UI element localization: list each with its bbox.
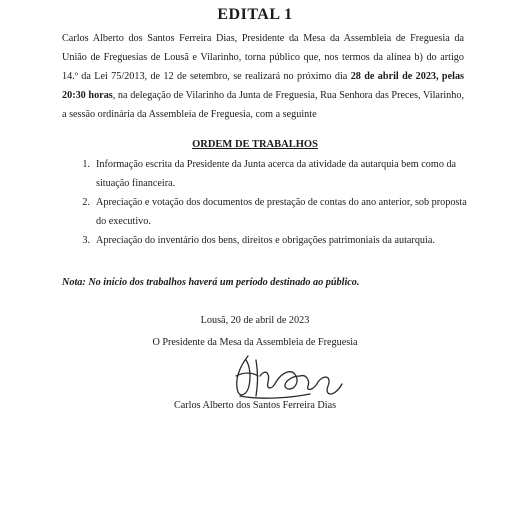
intro-text-part1: Carlos Alberto dos Santos Ferreira Dias, Presidente da Mesa da Assembleia de Freguesia da União de Freguesias de Lousã e Vilarinho, torna público que, nos termos da alínea b) do artigo 14.º da Lei 75/2013, de 12 de setembro, se realizará no próximo dia	[62, 33, 464, 82]
intro-text-part2: , na delegação de Vilarinho da Junta de Freguesia, Rua Senhora das Preces, Vilarinho, a sessão ordinária da Assembleia de Freguesia, com a seguinte	[62, 90, 464, 120]
agenda-title: ORDEM DE TRABALHOS	[192, 139, 318, 150]
document-title: EDITAL 1	[217, 6, 293, 23]
agenda-item	[62, 193, 472, 231]
agenda-item	[62, 231, 472, 250]
intro-paragraph	[62, 29, 464, 124]
agenda-item-text: Apreciação e votação dos documentos de prestação de contas do ano anterior, sob proposta do executivo.	[96, 197, 467, 227]
agenda-item-text: Informação escrita da Presidente da Junta acerca da atividade da autarquia bem como da situação financeira.	[96, 159, 457, 189]
agenda-list	[62, 155, 472, 250]
agenda-item-number: 1.	[82, 159, 90, 170]
place-date: Lousã, 20 de abril de 2023	[200, 315, 310, 326]
intro-date-time: 28 de abril de 2023, pelas 20:30 horas	[62, 71, 464, 101]
note-text: Nota: No início dos trabalhos haverá um período destinado ao público.	[62, 277, 360, 288]
handwritten-signature	[200, 346, 360, 404]
agenda-item-number: 3.	[82, 235, 90, 246]
signer-role: O Presidente da Mesa da Assembleia de Freguesia	[152, 337, 358, 348]
agenda-item-number: 2.	[82, 197, 90, 208]
signer-name: Carlos Alberto dos Santos Ferreira Dias	[173, 400, 337, 411]
agenda-item	[62, 155, 472, 193]
agenda-item-text: Apreciação do inventário dos bens, direitos e obrigações patrimoniais da autarquia.	[96, 235, 435, 246]
